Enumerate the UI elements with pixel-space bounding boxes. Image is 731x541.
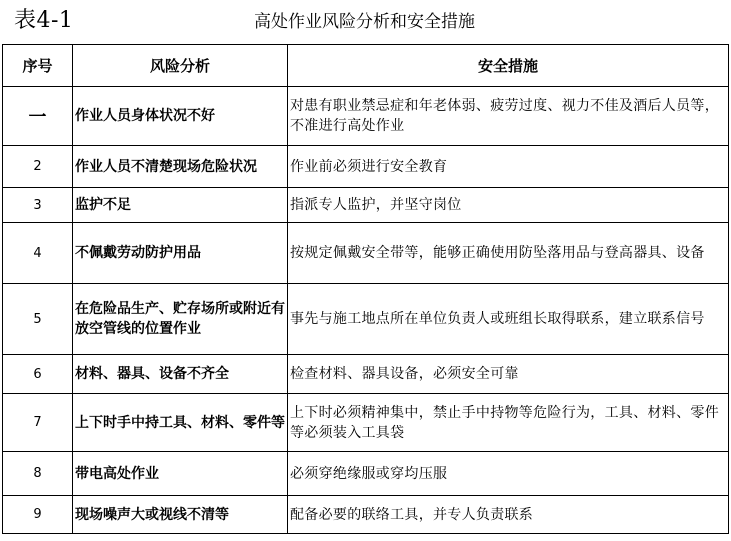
risk-cell: 作业人员不清楚现场危险状况 [73, 146, 288, 188]
table-row [3, 223, 729, 284]
measure-cell: 必须穿绝缘服或穿均压服 [288, 452, 729, 496]
row-number: 7 [3, 394, 73, 452]
risk-cell: 作业人员身体状况不好 [73, 87, 288, 146]
risk-measures-table [2, 44, 729, 534]
measure-cell: 按规定佩戴安全带等，能够正确使用防坠落用品与登高器具、设备 [288, 223, 729, 284]
risk-cell: 现场噪声大或视线不清等 [73, 496, 288, 534]
table-row [3, 355, 729, 394]
row-number: 3 [3, 188, 73, 223]
table-row [3, 188, 729, 223]
table-row [3, 496, 729, 534]
table-row [3, 452, 729, 496]
table-row [3, 284, 729, 355]
risk-cell: 上下时手中持工具、材料、零件等 [73, 394, 288, 452]
row-number: 5 [3, 284, 73, 355]
measure-cell: 配备必要的联络工具，并专人负责联系 [288, 496, 729, 534]
table-caption [0, 0, 731, 44]
measure-cell: 指派专人监护，并坚守岗位 [288, 188, 729, 223]
header-row [3, 45, 729, 87]
row-number: 8 [3, 452, 73, 496]
header-risk: 风险分析 [73, 45, 288, 87]
risk-cell: 材料、器具、设备不齐全 [73, 355, 288, 394]
measure-cell: 上下时必须精神集中，禁止手中持物等危险行为，工具、材料、零件等必须装入工具袋 [288, 394, 729, 452]
row-number: 2 [3, 146, 73, 188]
row-number: 6 [3, 355, 73, 394]
table-row [3, 87, 729, 146]
risk-cell: 不佩戴劳动防护用品 [73, 223, 288, 284]
row-number: 4 [3, 223, 73, 284]
row-number: 9 [3, 496, 73, 534]
measure-cell: 检查材料、器具设备，必须安全可靠 [288, 355, 729, 394]
measure-cell: 对患有职业禁忌症和年老体弱、疲劳过度、视力不佳及酒后人员等，不准进行高处作业 [288, 87, 729, 146]
row-number: 一 [3, 87, 73, 146]
risk-cell: 监护不足 [73, 188, 288, 223]
risk-cell: 在危险品生产、贮存场所或附近有放空管线的位置作业 [73, 284, 288, 355]
header-measure: 安全措施 [288, 45, 729, 87]
table-row [3, 394, 729, 452]
measure-cell: 作业前必须进行安全教育 [288, 146, 729, 188]
table-row [3, 146, 729, 188]
table-title: 高处作业风险分析和安全措施 [254, 12, 475, 32]
table-number: 表4-1 [14, 8, 74, 33]
header-no: 序号 [3, 45, 73, 87]
risk-cell: 带电高处作业 [73, 452, 288, 496]
measure-cell: 事先与施工地点所在单位负责人或班组长取得联系，建立联系信号 [288, 284, 729, 355]
